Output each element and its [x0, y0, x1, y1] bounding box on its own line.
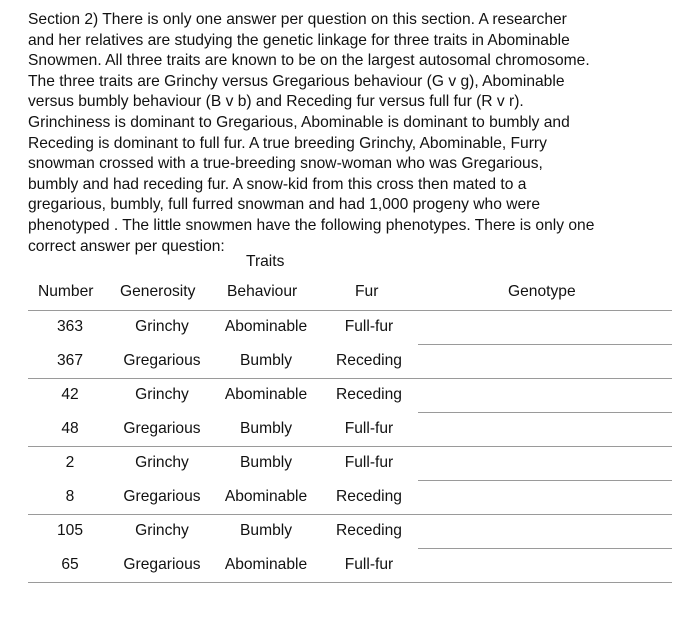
- table-row: [0, 549, 700, 583]
- cell-number: 65: [61, 556, 79, 573]
- cell-fur: Receding: [336, 488, 402, 505]
- question-line: and her relatives are studying the genetic linkage for three traits in Abominable: [28, 31, 570, 49]
- column-header-genotype: Genotype: [508, 283, 576, 300]
- question-line: Snowmen. All three traits are known to be on the largest autosomal chromosome.: [28, 52, 590, 70]
- cell-behaviour: Abominable: [224, 318, 308, 335]
- cell-generosity: Gregarious: [123, 352, 201, 369]
- column-header-number: Number: [38, 283, 94, 300]
- cell-generosity: Gregarious: [123, 420, 201, 437]
- column-header-behaviour: Behaviour: [227, 283, 298, 300]
- question-line: snowman crossed with a true-breeding snow-woman who was Gregarious,: [28, 155, 543, 173]
- question-line: Grinchiness is dominant to Gregarious, Abominable is dominant to bumbly and: [28, 113, 570, 131]
- cell-behaviour: Bumbly: [240, 352, 292, 369]
- cell-fur: Full-fur: [344, 454, 394, 471]
- cell-behaviour: Abominable: [224, 488, 308, 505]
- question-line: gregarious, bumbly, full furred snowman and had 1,000 progeny who were: [28, 196, 541, 214]
- cell-number: 48: [61, 420, 79, 437]
- cell-fur: Full-fur: [344, 556, 394, 573]
- cell-fur: Full-fur: [344, 318, 394, 335]
- cell-number: 8: [65, 488, 75, 505]
- question-line: versus bumbly behaviour (B v b) and Receding fur versus full fur (R v r).: [28, 93, 524, 111]
- cell-behaviour: Bumbly: [240, 522, 292, 539]
- cell-number: 363: [56, 318, 84, 335]
- table-row: [0, 311, 700, 345]
- question-line: correct answer per question:: [28, 237, 225, 255]
- table-row: [0, 413, 700, 447]
- cell-fur: Full-fur: [344, 420, 394, 437]
- traits-group-header: Traits: [246, 253, 285, 270]
- question-line: Receding is dominant to full fur. A true breeding Grinchy, Abominable, Furry: [28, 134, 547, 152]
- cell-generosity: Grinchy: [135, 454, 189, 471]
- cell-fur: Receding: [336, 352, 402, 369]
- cell-generosity: Gregarious: [123, 556, 201, 573]
- table-row: [0, 481, 700, 515]
- table-row: [0, 515, 700, 549]
- question-text: [28, 10, 683, 257]
- cell-fur: Receding: [336, 386, 402, 403]
- table-bottom-rule: [28, 582, 672, 583]
- cell-fur: Receding: [336, 522, 402, 539]
- cell-number: 42: [61, 386, 79, 403]
- cell-number: 2: [65, 454, 75, 471]
- cell-behaviour: Bumbly: [240, 420, 292, 437]
- column-header-fur: Fur: [355, 283, 379, 300]
- cell-generosity: Gregarious: [123, 488, 201, 505]
- table-row: [0, 345, 700, 379]
- cell-number: 367: [56, 352, 84, 369]
- cell-number: 105: [56, 522, 84, 539]
- table-row: [0, 447, 700, 481]
- table-row: [0, 379, 700, 413]
- column-header-generosity: Generosity: [120, 283, 196, 300]
- cell-generosity: Grinchy: [135, 386, 189, 403]
- question-line: The three traits are Grinchy versus Gregarious behaviour (G v g), Abominable: [28, 72, 565, 90]
- question-line: phenotyped . The little snowmen have the following phenotypes. There is only one: [28, 216, 595, 234]
- cell-behaviour: Abominable: [224, 556, 308, 573]
- cell-behaviour: Bumbly: [240, 454, 292, 471]
- cell-behaviour: Abominable: [224, 386, 308, 403]
- cell-generosity: Grinchy: [135, 522, 189, 539]
- question-line: bumbly and had receding fur. A snow-kid from this cross then mated to a: [28, 175, 527, 193]
- question-line: Section 2) There is only one answer per question on this section. A researcher: [28, 11, 567, 28]
- cell-generosity: Grinchy: [135, 318, 189, 335]
